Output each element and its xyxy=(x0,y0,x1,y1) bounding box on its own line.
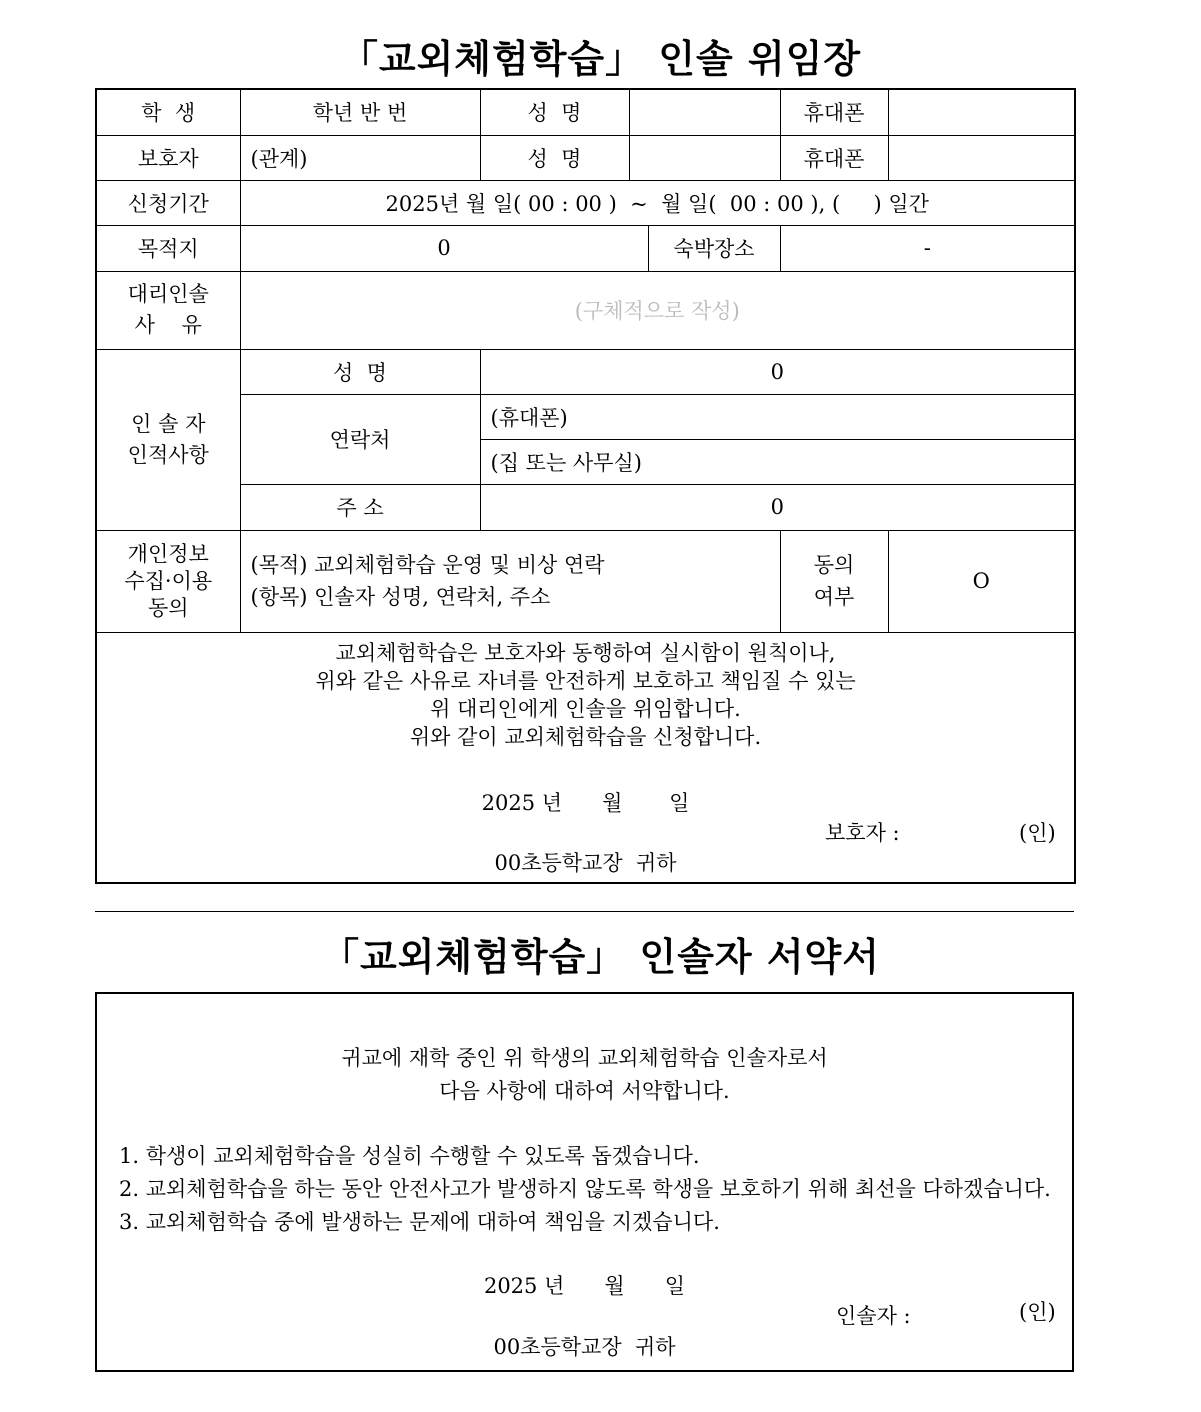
student-name-field[interactable] xyxy=(629,89,780,135)
reason-label xyxy=(96,271,240,349)
grade-class-number-field[interactable]: 학년 반 번 xyxy=(240,89,480,135)
guardian-sign-label: 보호자 : xyxy=(825,820,900,845)
statement-cell xyxy=(96,632,1075,883)
student-name-label: 성 명 xyxy=(480,89,629,135)
pledge-intro-line2: 다음 사항에 대하여 서약합니다. xyxy=(439,1079,730,1103)
student-label: 학 생 xyxy=(96,89,240,135)
student-phone-field[interactable] xyxy=(888,89,1075,135)
address-field[interactable]: 0 xyxy=(480,484,1075,530)
escort-label-line2: 인적사항 xyxy=(127,442,209,467)
contact-label: 연락처 xyxy=(240,394,480,484)
reason-label-line1: 대리인솔 xyxy=(127,282,209,306)
consent-label xyxy=(780,530,888,632)
pledge-item-2: 2. 교외체험학습을 하는 동안 안전사고가 발생하지 않도록 학생을 보호하기 위해 최선을 다하겠습니다. xyxy=(119,1177,1051,1201)
privacy-label-line1: 개인정보 xyxy=(127,541,209,566)
lodging-label: 숙박장소 xyxy=(648,225,780,271)
form1-date: 2025 년 월 일 xyxy=(481,790,690,815)
pledge-item-1: 1. 학생이 교외체험학습을 성실히 수행할 수 있도록 돕겠습니다. xyxy=(119,1144,700,1168)
period-label: 신청기간 xyxy=(96,180,240,225)
privacy-content xyxy=(240,530,780,632)
guardian-label: 보호자 xyxy=(96,135,240,180)
escort-label-line1: 인 솔 자 xyxy=(131,411,206,436)
guardian-name-label: 성 명 xyxy=(480,135,629,180)
pledge-form-title: 「교외체험학습」 인솔자 서약서 xyxy=(321,934,880,979)
guardian-phone-label: 휴대폰 xyxy=(780,135,888,180)
privacy-items: (항목) 인솔자 성명, 연락처, 주소 xyxy=(250,585,551,609)
pledge-item-3: 3. 교외체험학습 중에 발생하는 문제에 대하여 책임을 지겠습니다. xyxy=(119,1210,720,1234)
form2-recipient: 00초등학교장 귀하 xyxy=(493,1335,676,1359)
destination-field[interactable]: 0 xyxy=(240,225,648,271)
guardian-phone-field[interactable] xyxy=(888,135,1075,180)
section-divider xyxy=(95,911,1074,912)
privacy-label xyxy=(96,530,240,632)
statement-text xyxy=(97,633,1074,751)
consent-field[interactable]: O xyxy=(888,530,1075,632)
guardian-seal[interactable]: (인) xyxy=(1019,820,1056,845)
guardian-name-field[interactable] xyxy=(629,135,780,180)
escort-seal[interactable]: (인) xyxy=(1019,1300,1056,1324)
period-field[interactable]: 2025년 월 일( 00 : 00 ) ~ 월 일( 00 : 00 ), ( ) 일간 xyxy=(240,180,1075,225)
privacy-label-line3: 동의 xyxy=(147,595,189,620)
delegation-form-table xyxy=(95,88,1076,884)
privacy-label-line2: 수집·이용 xyxy=(124,568,213,593)
escort-label xyxy=(96,349,240,530)
destination-label: 목적지 xyxy=(96,225,240,271)
contact-home-field[interactable]: (집 또는 사무실) xyxy=(480,439,1075,484)
contact-mobile-field[interactable]: (휴대폰) xyxy=(480,394,1075,439)
lodging-field[interactable]: - xyxy=(780,225,1075,271)
student-phone-label: 휴대폰 xyxy=(780,89,888,135)
pledge-intro-line1: 귀교에 재학 중인 위 학생의 교외체험학습 인솔자로서 xyxy=(341,1046,828,1070)
privacy-purpose: (목적) 교외체험학습 운영 및 비상 연락 xyxy=(250,553,605,577)
pledge-box xyxy=(95,992,1074,1372)
escort-name-field[interactable]: 0 xyxy=(480,349,1075,394)
reason-label-line2: 사 유 xyxy=(134,313,202,337)
reason-field[interactable]: (구체적으로 작성) xyxy=(240,271,1075,349)
consent-label-line2: 여부 xyxy=(813,585,855,609)
statement-line4: 위와 같이 교외체험학습을 신청합니다. xyxy=(409,724,762,749)
statement-line2: 위와 같은 사유로 자녀를 안전하게 보호하고 책임질 수 있는 xyxy=(315,668,856,693)
form1-recipient: 00초등학교장 귀하 xyxy=(494,850,677,875)
consent-label-line1: 동의 xyxy=(813,553,855,577)
guardian-relation-field[interactable]: (관계) xyxy=(240,135,480,180)
delegation-form-title: 「교외체험학습」 인솔 위임장 xyxy=(339,36,862,81)
statement-line3: 위 대리인에게 인솔을 위임합니다. xyxy=(430,696,741,721)
address-label: 주 소 xyxy=(240,484,480,530)
escort-sign-label: 인솔자 : xyxy=(836,1304,911,1328)
form2-date: 2025 년 월 일 xyxy=(483,1274,686,1298)
escort-name-label: 성 명 xyxy=(240,349,480,394)
statement-line1: 교외체험학습은 보호자와 동행하여 실시함이 원칙이나, xyxy=(335,640,836,665)
